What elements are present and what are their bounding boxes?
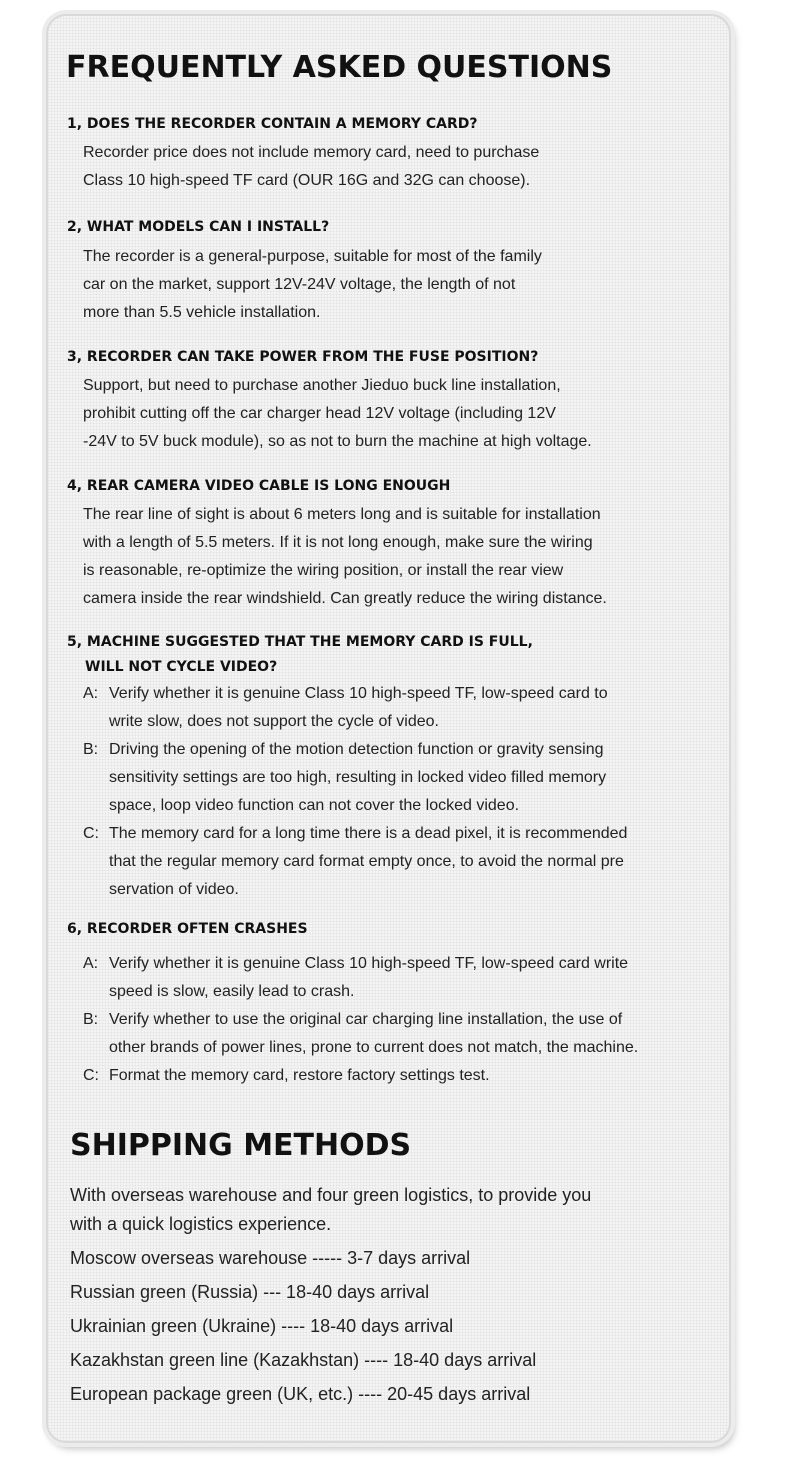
item-line: speed is slow, easily lead to crash. — [109, 983, 355, 1000]
answer-line: with a length of 5.5 meters. If it is not long enough, make sure the wiring — [83, 534, 593, 551]
item-line: The memory card for a long time there is a dead pixel, it is recommended — [109, 825, 628, 842]
question-line: 5, MACHINE SUGGESTED THAT THE MEMORY CARD IS FULL, — [67, 634, 533, 650]
item-line: Verify whether to use the original car charging line installation, the use of — [109, 1011, 623, 1028]
item-line: Verify whether it is genuine Class 10 high-speed TF, low-speed card write — [109, 955, 629, 972]
item-marker: A: — [83, 685, 99, 702]
item-line: Verify whether it is genuine Class 10 high-speed TF, low-speed card to — [109, 685, 608, 702]
shipping-intro — [70, 1181, 591, 1239]
faq-question-3: 3, RECORDER CAN TAKE POWER FROM THE FUSE POSITION? — [67, 349, 539, 365]
faq-6-item-b — [83, 1006, 723, 1062]
faq-question-5 — [67, 630, 533, 680]
faq-6-item-a — [83, 950, 723, 1006]
answer-line: Recorder price does not include memory card, need to purchase — [83, 144, 540, 161]
item-marker: A: — [83, 955, 99, 972]
faq-6-item-c — [83, 1062, 723, 1090]
answer-line: more than 5.5 vehicle installation. — [83, 304, 321, 321]
faq-5-item-a — [83, 680, 723, 736]
answer-line: camera inside the rear windshield. Can greatly reduce the wiring distance. — [83, 590, 607, 607]
shipping-method-kazakhstan: Kazakhstan green line (Kazakhstan) ---- 18-40 days arrival — [70, 1350, 537, 1370]
answer-line: The rear line of sight is about 6 meters long and is suitable for installation — [83, 506, 601, 523]
answer-line: car on the market, support 12V-24V voltage, the length of not — [83, 276, 516, 293]
faq-title: FREQUENTLY ASKED QUESTIONS — [66, 50, 613, 85]
shipping-method-moscow: Moscow overseas warehouse ----- 3-7 days arrival — [70, 1248, 471, 1268]
faq-5-item-b — [83, 736, 723, 820]
item-line: sensitivity settings are too high, resulting in locked video filled memory — [109, 769, 607, 786]
item-line: write slow, does not support the cycle of video. — [109, 713, 439, 730]
answer-line: Support, but need to purchase another Jieduo buck line installation, — [83, 377, 561, 394]
faq-question-1: 1, DOES THE RECORDER CONTAIN A MEMORY CARD? — [67, 116, 478, 132]
answer-line: prohibit cutting off the car charger head 12V voltage (including 12V — [83, 405, 556, 422]
faq-question-2: 2, WHAT MODELS CAN I INSTALL? — [67, 219, 330, 235]
shipping-method-ukraine: Ukrainian green (Ukraine) ---- 18-40 days arrival — [70, 1316, 454, 1336]
shipping-method-russia: Russian green (Russia) --- 18-40 days arrival — [70, 1282, 430, 1302]
item-line: other brands of power lines, prone to current does not match, the machine. — [109, 1039, 639, 1056]
item-marker: B: — [83, 741, 99, 758]
answer-line: -24V to 5V buck module), so as not to burn the machine at high voltage. — [83, 433, 592, 450]
intro-line: with a quick logistics experience. — [70, 1214, 332, 1234]
item-line: that the regular memory card format empty once, to avoid the normal pre — [109, 853, 624, 870]
faq-answer-1 — [83, 139, 723, 195]
item-line: Format the memory card, restore factory settings test. — [109, 1067, 490, 1084]
answer-line: The recorder is a general-purpose, suitable for most of the family — [83, 248, 542, 265]
item-line: servation of video. — [109, 881, 239, 898]
faq-5-item-c — [83, 820, 723, 904]
shipping-method-europe: European package green (UK, etc.) ---- 20-45 days arrival — [70, 1384, 531, 1404]
question-line-cont: WILL NOT CYCLE VIDEO? — [85, 659, 278, 675]
answer-line: is reasonable, re-optimize the wiring position, or install the rear view — [83, 562, 564, 579]
faq-answer-3 — [83, 372, 723, 456]
faq-answer-4 — [83, 501, 723, 613]
item-marker: C: — [83, 1067, 99, 1084]
faq-question-4: 4, REAR CAMERA VIDEO CABLE IS LONG ENOUGH — [67, 478, 451, 494]
shipping-title: SHIPPING METHODS — [70, 1128, 412, 1163]
item-line: Driving the opening of the motion detection function or gravity sensing — [109, 741, 604, 758]
answer-line: Class 10 high-speed TF card (OUR 16G and 32G can choose). — [83, 172, 531, 189]
item-line: space, loop video function can not cover the locked video. — [109, 797, 520, 814]
faq-answer-2 — [83, 243, 723, 327]
faq-question-6: 6, RECORDER OFTEN CRASHES — [67, 921, 308, 937]
intro-line: With overseas warehouse and four green logistics, to provide you — [70, 1185, 592, 1205]
item-marker: C: — [83, 825, 99, 842]
item-marker: B: — [83, 1011, 99, 1028]
